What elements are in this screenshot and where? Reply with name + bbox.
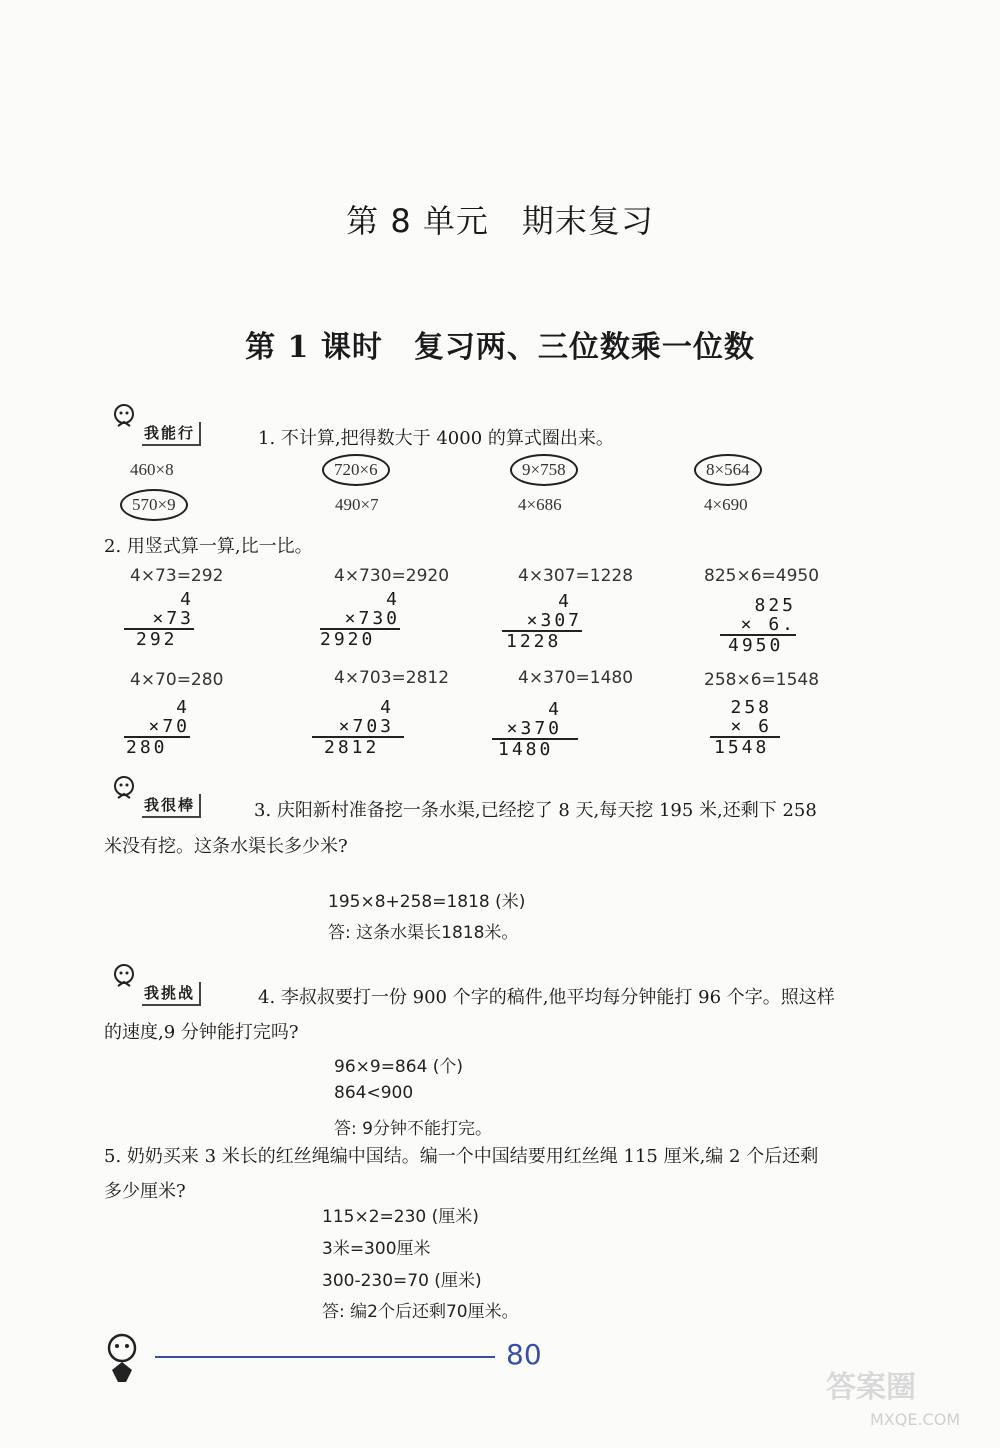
vertical-result: 280 xyxy=(124,736,190,757)
vertical-result: 2812 xyxy=(312,736,404,757)
q2-eq-5: 4×70=280 xyxy=(130,670,224,690)
q2-eq-7: 4×370=1480 xyxy=(518,668,634,688)
vertical-result: 2920 xyxy=(320,628,400,649)
mascot-icon xyxy=(110,962,138,992)
vertical-result: 1228 xyxy=(502,630,582,651)
q1-expr-6: 490×7 xyxy=(335,495,379,514)
q5-answer-2: 3米=300厘米 xyxy=(322,1239,431,1259)
q2-eq-4: 825×6=4950 xyxy=(704,566,820,586)
q4-answer-text: 答: 9分钟不能打完。 xyxy=(334,1119,492,1139)
vertical-result: 292 xyxy=(124,628,194,649)
q5-answer-4: 答: 编2个后还剩70厘米。 xyxy=(322,1302,519,1322)
q2-vertical-3 xyxy=(502,592,582,651)
q2-vertical-8 xyxy=(710,698,780,757)
watermark-url: MXQE.COM xyxy=(870,1410,961,1429)
vertical-mid: × 6 xyxy=(730,716,772,737)
q2-vertical-7 xyxy=(492,700,578,759)
badge-wo-tiao-zhan: 我挑战 xyxy=(142,982,201,1006)
q2-eq-3: 4×307=1228 xyxy=(518,566,634,586)
q1-expr-1: 460×8 xyxy=(130,460,174,479)
page-number: 80 xyxy=(506,1338,542,1371)
q2-vertical-2 xyxy=(320,590,400,649)
q5-line-2: 多少厘米? xyxy=(104,1181,186,1202)
lesson-title: 第 1 课时 复习两、三位数乘一位数 xyxy=(245,330,755,365)
q3-line-1: 3. 庆阳新村准备挖一条水渠,已经挖了 8 天,每天挖 195 米,还剩下 258 xyxy=(254,800,817,821)
q3-answer-text: 答: 这条水渠长1818米。 xyxy=(328,923,519,943)
q4-answer-formula: 96×9=864 (个) xyxy=(334,1057,464,1077)
vertical-top: 4 xyxy=(558,591,572,612)
q2-eq-1: 4×73=292 xyxy=(130,566,224,586)
q4-answer-compare: 864<900 xyxy=(334,1083,414,1103)
vertical-result: 1548 xyxy=(710,736,780,757)
q2-eq-6: 4×703=2812 xyxy=(334,668,450,688)
vertical-top: 4 xyxy=(386,589,400,610)
vertical-top: 4 xyxy=(176,697,190,718)
vertical-mid: ×307 xyxy=(526,610,582,631)
vertical-mid: × 6. xyxy=(740,614,796,635)
badge-wo-hen-bang: 我很棒 xyxy=(142,794,201,818)
q1-expr-4-circled: 8×564 xyxy=(694,454,762,486)
footer-mascot-icon xyxy=(96,1330,150,1390)
q5-answer-1: 115×2=230 (厘米) xyxy=(322,1207,479,1227)
vertical-top: 4 xyxy=(380,697,394,718)
vertical-top: 825 xyxy=(754,595,796,616)
q1-prompt: 1. 不计算,把得数大于 4000 的算式圈出来。 xyxy=(258,428,614,449)
q5-answer-3: 300-230=70 (厘米) xyxy=(322,1271,482,1291)
q3-line-2: 米没有挖。这条水渠长多少米? xyxy=(104,836,348,857)
watermark: 答案圈 xyxy=(826,1370,916,1405)
vertical-result: 1480 xyxy=(492,738,578,759)
badge-wo-neng-xing: 我能行 xyxy=(142,422,201,446)
q2-eq-2: 4×730=2920 xyxy=(334,566,450,586)
q5-line-1: 5. 奶奶买来 3 米长的红丝绳编中国结。编一个中国结要用红丝绳 115 厘米,编 2 个后还剩 xyxy=(104,1146,819,1167)
q1-expr-3-circled: 9×758 xyxy=(510,454,578,486)
q1-expr-5-circled: 570×9 xyxy=(120,489,188,521)
q1-expr-7: 4×686 xyxy=(518,495,562,514)
q2-vertical-4 xyxy=(720,596,796,655)
q1-expr-2-circled: 720×6 xyxy=(322,454,390,486)
unit-title: 第 8 单元 期末复习 xyxy=(346,202,654,240)
q2-vertical-5 xyxy=(124,698,190,757)
q3-answer-formula: 195×8+258=1818 (米) xyxy=(328,892,526,912)
q2-eq-8: 258×6=1548 xyxy=(704,670,820,690)
mascot-icon xyxy=(110,402,138,432)
vertical-top: 4 xyxy=(548,699,562,720)
vertical-mid: ×703 xyxy=(338,716,394,737)
q2-vertical-1 xyxy=(124,590,194,649)
q2-vertical-6 xyxy=(312,698,404,757)
vertical-top: 4 xyxy=(180,589,194,610)
q4-line-2: 的速度,9 分钟能打完吗? xyxy=(104,1022,299,1043)
q2-prompt: 2. 用竖式算一算,比一比。 xyxy=(104,536,313,557)
vertical-mid: ×370 xyxy=(506,718,562,739)
vertical-mid: ×73 xyxy=(152,608,194,629)
vertical-mid: ×70 xyxy=(148,716,190,737)
q4-line-1: 4. 李叔叔要打一份 900 个字的稿件,他平均每分钟能打 96 个字。照这样 xyxy=(258,987,835,1008)
vertical-result: 4950 xyxy=(720,634,796,655)
mascot-icon xyxy=(110,774,138,804)
vertical-mid: ×730 xyxy=(344,608,400,629)
footer-divider xyxy=(155,1356,495,1358)
q1-expr-8: 4×690 xyxy=(704,495,748,514)
vertical-top: 258 xyxy=(730,697,772,718)
